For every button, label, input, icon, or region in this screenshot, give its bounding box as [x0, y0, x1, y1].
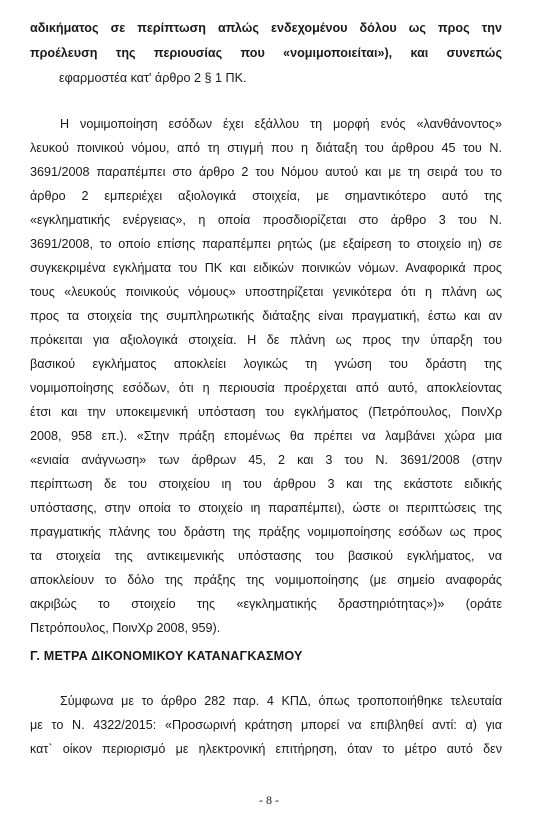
paragraph-line: με το Ν. 4322/2015: «Προσωρινή κράτηση μπορεί να επιβληθεί αντί: α) για — [30, 718, 502, 732]
paragraph-line: υπόστασης, στην οποία το στοιχείο ιη παραπέμπει), ώστε οι περιπτώσεις της — [30, 501, 502, 515]
paragraph-line: 3691/2008, το οποίο επίσης παραπέμπει ρητώς (με εξαίρεση το στοιχείο ιη) σε — [30, 237, 502, 251]
paragraph-line: νομιμοποίησης εσόδων, ότι η περιουσία προέρχεται από αυτό, αποκλείοντας — [30, 381, 502, 395]
paragraph-line: ακριβώς το στοιχείο της «εγκληματικής δραστηριότητας»)» (οράτε — [30, 597, 502, 611]
paragraph-line: βασικού εγκλήματος αποκλείει λογικώς τη γνώση του δράστη της — [30, 357, 502, 371]
paragraph-line: πραγματικής πλάνης του δράστη της πράξης νομιμοποίησης εσόδων ως προς — [30, 525, 502, 539]
paragraph-line: άρθρο 2 εμπεριέχει αξιολογικά στοιχεία, με σημαντικότερο αυτό της — [30, 189, 502, 203]
paragraph-line: πρόκειται για αξιολογικά στοιχεία. Η δε πλάνη ως προς την ύπαρξη του — [30, 333, 502, 347]
text-line: προέλευση της περιουσίας που «νομιμοποιείται»), και συνεπώς — [30, 46, 502, 60]
paragraph-line: τους «λευκούς ποινικούς νόμους» υποστηρίζεται γενικότερα ότι η πλάνη ως — [30, 285, 502, 299]
paragraph-line: Σύμφωνα με το άρθρο 282 παρ. 4 ΚΠΔ, όπως τροποποιήθηκε τελευταία — [60, 694, 502, 708]
paragraph-line: Πετρόπουλος, ΠοινΧρ 2008, 959). — [30, 621, 221, 635]
paragraph-line: «ενιαία ανάγνωση» των άρθρων 45, 2 και 3 του Ν. 3691/2008 (στην — [30, 453, 502, 467]
text-line: εφαρμοστέα κατ' άρθρο 2 § 1 ΠΚ. — [59, 71, 247, 85]
paragraph-line: Η νομιμοποίηση εσόδων έχει εξάλλου τη μορφή ενός «λανθάνοντος» — [60, 117, 502, 131]
paragraph-line: λευκού ποινικού νόμου, από τη στιγμή που η διάταξη του άρθρου 45 του Ν. — [30, 141, 502, 155]
paragraph-line: τα στοιχεία της αντικειμενικής υπόστασης του βασικού εγκλήματος, να — [30, 549, 502, 563]
paragraph-line: έτσι και την υποκειμενική υπόσταση του εγκλήματος (Πετρόπουλος, ΠοινΧρ — [30, 405, 502, 419]
paragraph-line: προς τα στοιχεία της συμπληρωτικής διάταξης είναι πραγματική, έστω και αν — [30, 309, 502, 323]
paragraph-line: «εγκληματικής ενέργειας», η οποία προσδιορίζεται στο άρθρο 3 του Ν. — [30, 213, 502, 227]
page-number: - 8 - — [259, 793, 279, 807]
paragraph-line: περίπτωση δε του στοιχείου ιη του άρθρου 3 και της εκάστοτε ειδικής — [30, 477, 502, 491]
section-heading: Γ. ΜΕΤΡΑ ΔΙΚΟΝΟΜΙΚΟΥ ΚΑΤΑΝΑΓΚΑΣΜΟΥ — [30, 649, 303, 663]
text-line: αδικήματος σε περίπτωση απλώς ενδεχομένου δόλου ως προς την — [30, 21, 502, 35]
paragraph-line: 2008, 958 επ.). «Στην πράξη επομένως θα πρέπει να λαμβάνει χώρα μια — [30, 429, 502, 443]
paragraph-line: αποκλείουν το δόλο της πράξης της νομιμοποίησης (με σημείο αναφοράς — [30, 573, 502, 587]
paragraph-line: 3691/2008 παραπέμπει στο άρθρο 2 του Νόμου αυτού και με τη σειρά του το — [30, 165, 502, 179]
paragraph-line: κατ` οίκον περιορισμό με ηλεκτρονική επιτήρηση, όταν το μέτρο αυτό δεν — [30, 742, 502, 756]
paragraph-line: συγκεκριμένα εγκλήματα του ΠΚ και ειδικών ποινικών νόμων. Αναφορικά προς — [30, 261, 502, 275]
